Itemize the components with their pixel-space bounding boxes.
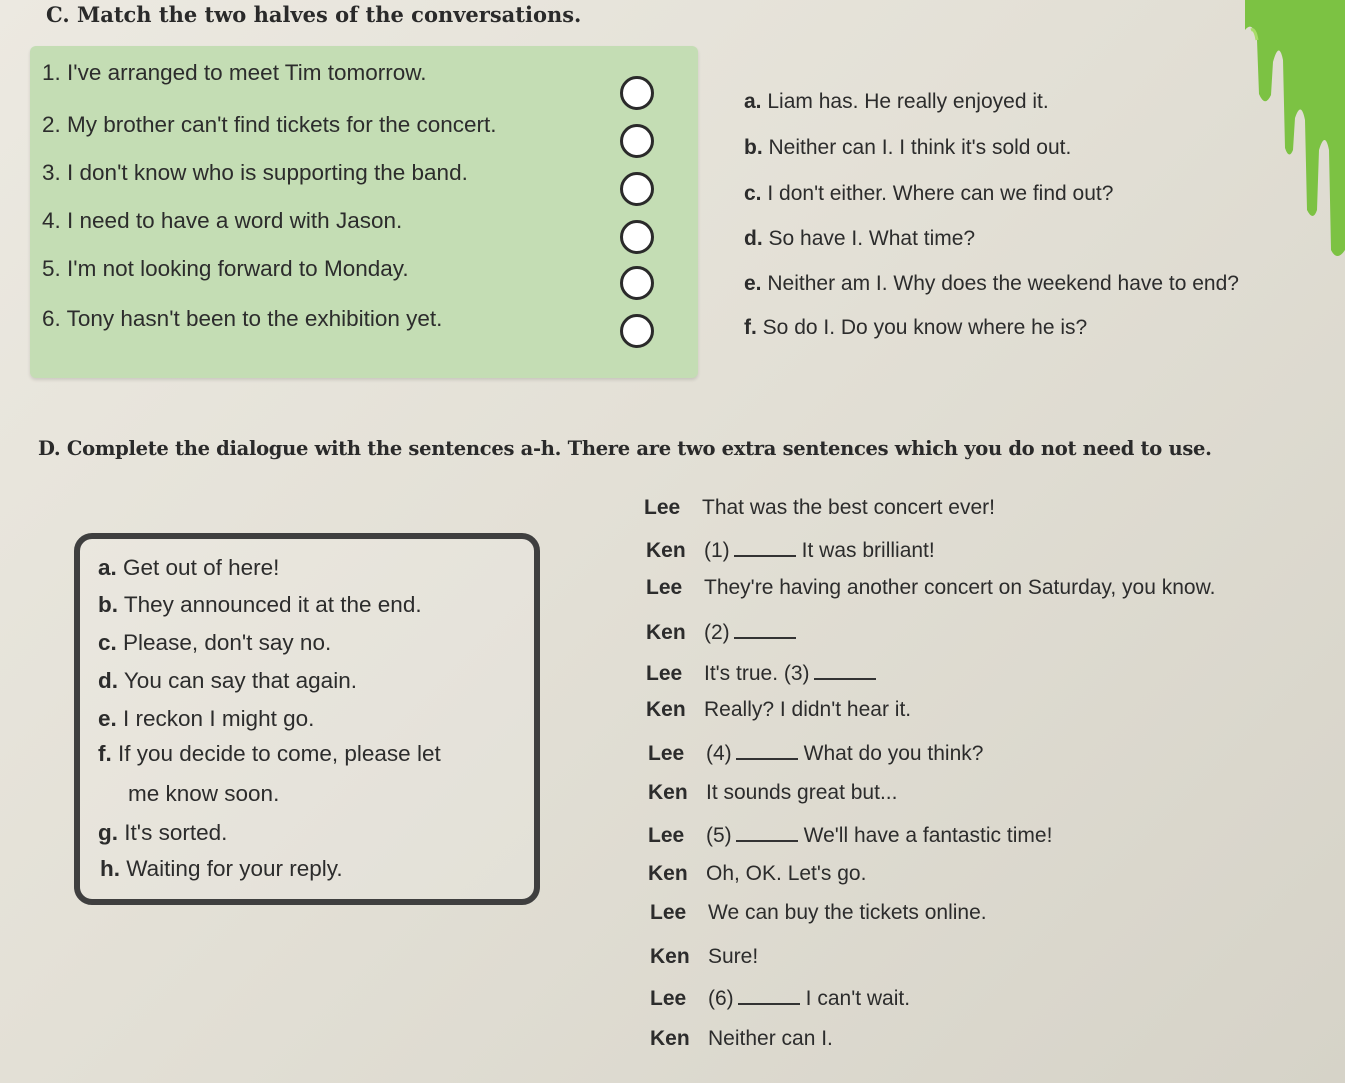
answer-circle-6[interactable] — [620, 314, 654, 348]
answer-circle-3[interactable] — [620, 172, 654, 206]
c-answer-d: d. So have I. What time? — [744, 227, 976, 250]
c-prompt-5: 5. I'm not looking forward to Monday. — [42, 256, 409, 281]
option-d: d. You can say that again. — [98, 668, 357, 693]
option-c: c. Please, don't say no. — [98, 630, 332, 655]
dialogue-line-7: Lee (4) What do you think? — [648, 742, 984, 765]
dialogue-line-2: Ken (1) It was brilliant! — [646, 539, 935, 562]
c-answer-a: a. Liam has. He really enjoyed it. — [744, 90, 1049, 113]
section-d-heading: D. Complete the dialogue with the sentences a-h. There are two extra sentences which you do not need to use. — [38, 437, 1212, 460]
green-slime-decoration — [1245, 0, 1345, 270]
answer-circle-1[interactable] — [620, 76, 654, 110]
answer-circle-2[interactable] — [620, 124, 654, 158]
answer-blank-6[interactable] — [738, 985, 800, 1005]
dialogue-line-14: Ken Neither can I. — [650, 1027, 833, 1050]
option-e: e. I reckon I might go. — [98, 706, 315, 731]
c-answer-f: f. So do I. Do you know where he is? — [744, 316, 1088, 339]
option-f: f. If you decide to come, please let — [98, 741, 441, 766]
c-answer-c: c. I don't either. Where can we find out? — [744, 182, 1114, 205]
dialogue-line-3: Lee They're having another concert on Saturday, you know. — [646, 576, 1216, 599]
c-prompt-2: 2. My brother can't find tickets for the concert. — [42, 112, 497, 137]
option-g: g. It's sorted. — [98, 820, 228, 845]
answer-circle-5[interactable] — [620, 266, 654, 300]
c-prompt-6: 6. Tony hasn't been to the exhibition yet. — [42, 306, 443, 331]
dialogue-line-9: Lee (5) We'll have a fantastic time! — [648, 824, 1053, 847]
dialogue-line-13: Lee (6) I can't wait. — [650, 987, 911, 1010]
option-b: b. They announced it at the end. — [98, 592, 422, 617]
answer-blank-1[interactable] — [734, 537, 796, 557]
dialogue-line-1: Lee That was the best concert ever! — [644, 496, 995, 519]
dialogue-line-6: Ken Really? I didn't hear it. — [646, 698, 912, 721]
answer-blank-3[interactable] — [814, 660, 876, 680]
option-a: a. Get out of here! — [98, 555, 280, 580]
answer-blank-2[interactable] — [734, 619, 796, 639]
c-answer-b: b. Neither can I. I think it's sold out. — [744, 136, 1072, 159]
answer-blank-4[interactable] — [736, 740, 798, 760]
c-prompt-1: 1. I've arranged to meet Tim tomorrow. — [42, 60, 427, 85]
dialogue-line-5: Lee It's true. (3) — [646, 660, 882, 686]
option-f-continued: me know soon. — [128, 781, 280, 806]
dialogue-line-10: Ken Oh, OK. Let's go. — [648, 862, 867, 885]
c-prompt-3: 3. I don't know who is supporting the band. — [42, 160, 468, 185]
dialogue-line-12: Ken Sure! — [650, 945, 759, 968]
option-h: h. Waiting for your reply. — [100, 856, 343, 881]
dialogue-line-11: Lee We can buy the tickets online. — [650, 901, 987, 924]
dialogue-line-8: Ken It sounds great but... — [648, 781, 898, 804]
c-prompt-4: 4. I need to have a word with Jason. — [42, 208, 403, 233]
answer-blank-5[interactable] — [736, 822, 798, 842]
dialogue-line-4: Ken (2) — [646, 619, 802, 645]
answer-circle-4[interactable] — [620, 220, 654, 254]
section-c-heading: C. Match the two halves of the conversations. — [46, 2, 582, 27]
c-answer-e: e. Neither am I. Why does the weekend have to end? — [744, 272, 1239, 295]
